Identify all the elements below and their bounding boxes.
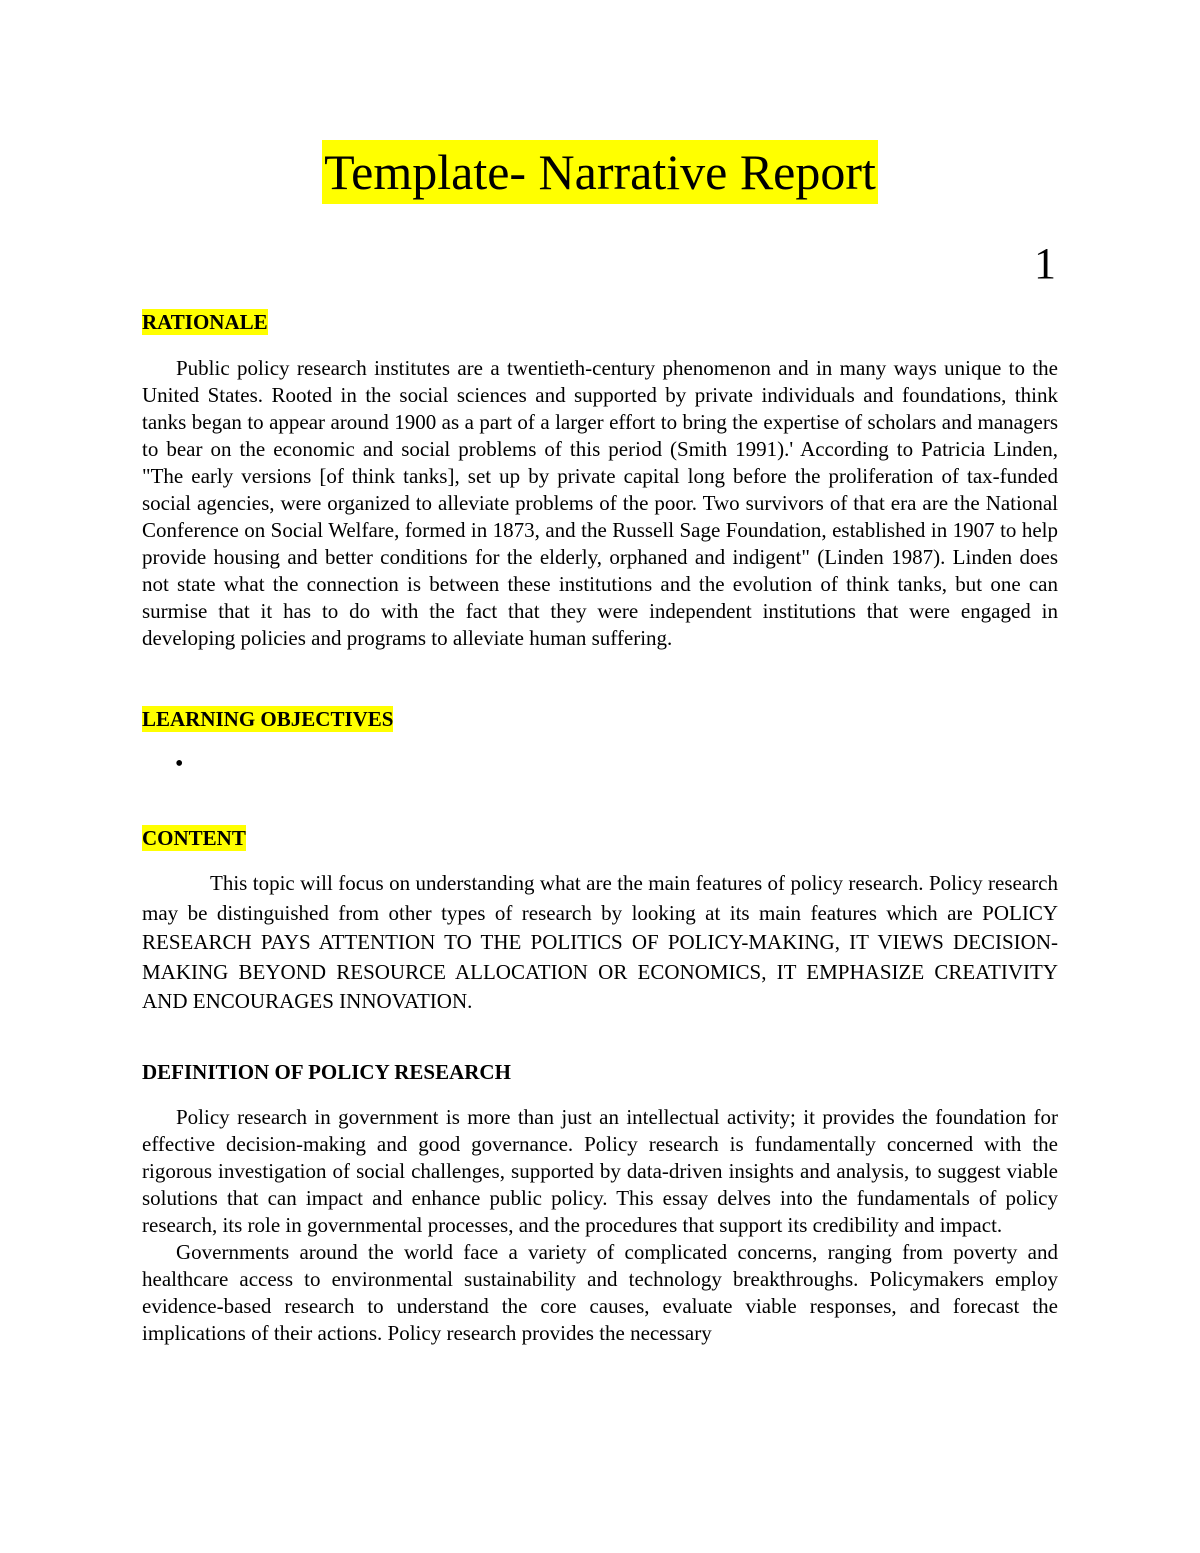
page-number: 1	[1034, 239, 1056, 288]
learning-objectives-section	[142, 706, 1058, 732]
rationale-heading: RATIONALE	[142, 310, 268, 334]
content-body	[142, 869, 1058, 1017]
learning-objectives-heading: LEARNING OBJECTIVES	[142, 707, 394, 731]
rationale-section	[142, 309, 1058, 335]
content-section	[142, 825, 1058, 851]
document-title: Template- Narrative Report	[322, 140, 878, 204]
content-heading: CONTENT	[142, 826, 246, 850]
definition-body	[142, 1104, 1058, 1347]
definition-paragraph-2: Governments around the world face a variety of complicated concerns, ranging from poverty and healthcare access to environmental sustainability and technology breakthroughs. Policymakers employ evidence-based research to understand the core causes, evaluate viable responses, and forecast the implications of their actions. Policy research provides the necessary	[142, 1240, 1058, 1345]
definition-paragraph-1: Policy research in government is more than just an intellectual activity; it provides the foundation for effective decision-making and good governance. Policy research is fundamentally concerned with the rigorous investigation of social challenges, supported by data-driven insights and analysis, to suggest viable solutions that can impact and enhance public policy. This essay delves into the fundamentals of policy research, its role in governmental processes, and the procedures that support its credibility and impact.	[142, 1105, 1058, 1237]
bullet-point: •	[175, 751, 184, 777]
title-container	[0, 140, 1200, 204]
definition-section	[142, 1059, 1058, 1085]
definition-heading: DEFINITION OF POLICY RESEARCH	[142, 1060, 511, 1084]
rationale-paragraph: Public policy research institutes are a twentieth-century phenomenon and in many ways unique to the United States. Rooted in the social sciences and supported by private individuals and foundations, think tanks began to appear around 1900 as a part of a larger effort to bring the expertise of scholars and managers to bear on the economic and social problems of this period (Smith 1991).' According to Patricia Linden, "The early versions [of think tanks], set up by private capital long before the proliferation of tax-funded social agencies, were organized to alleviate problems of the poor. Two survivors of that era are the National Conference on Social Welfare, formed in 1873, and the Russell Sage Foundation, established in 1907 to help provide housing and better conditions for the elderly, orphaned and indigent" (Linden 1987). Linden does not state what the connection is between these institutions and the evolution of think tanks, but one can surmise that it has to do with the fact that they were independent institutions that were engaged in developing policies and programs to alleviate human suffering.	[142, 356, 1058, 650]
rationale-body	[142, 355, 1058, 652]
content-paragraph: This topic will focus on understanding what are the main features of policy research. Policy research may be distinguished from other types of research by looking at its main features which are POLICY RESEARCH PAYS ATTENTION TO THE POLITICS OF POLICY-MAKING, IT VIEWS DECISION-MAKING BEYOND RESOURCE ALLOCATION OR ECONOMICS, IT EMPHASIZE CREATIVITY AND ENCOURAGES INNOVATION.	[142, 871, 1058, 1013]
